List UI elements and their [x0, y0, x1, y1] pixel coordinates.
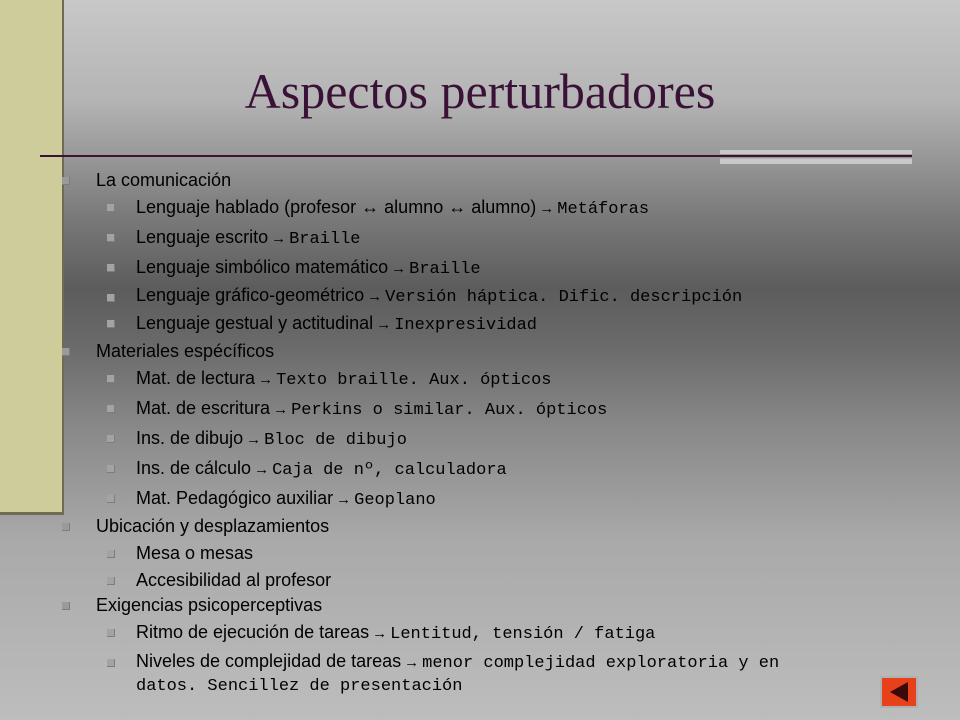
arrow-icon: →	[254, 461, 270, 478]
bullet-icon	[107, 659, 115, 667]
section-heading-text: Exigencias psicoperceptivas	[96, 595, 323, 615]
list-item	[60, 312, 960, 337]
list-item	[60, 621, 960, 646]
bullet-icon	[107, 264, 115, 272]
item-note: Geoplano	[354, 491, 436, 510]
title-divider-accent	[720, 150, 912, 164]
bullet-icon	[107, 234, 115, 242]
item-label: Lenguaje gestual y actitudinal	[136, 313, 374, 333]
bullet-icon	[107, 294, 115, 302]
item-note: menor complejidad exploratoria y en datos. Sencillez de presentación	[136, 654, 780, 696]
section-heading	[60, 515, 960, 537]
slide-body	[60, 166, 960, 697]
item-note: Bloc de dibujo	[264, 431, 407, 450]
item-note: Lentitud, tensión / fatiga	[390, 625, 656, 644]
item-note: Texto braille. Aux. ópticos	[276, 371, 552, 390]
list-item	[60, 569, 960, 591]
list-item	[60, 196, 960, 221]
item-note: Versión háptica. Dific. descripción	[385, 288, 743, 307]
item-label: Ritmo de ejecución de tareas	[136, 622, 370, 642]
item-label: Niveles de complejidad de tareas	[136, 651, 402, 671]
bullet-icon	[107, 550, 115, 558]
item-label: Ins. de cálculo	[136, 458, 252, 478]
section-heading	[60, 594, 960, 616]
bullet-icon	[107, 435, 115, 443]
list-item	[60, 397, 960, 422]
item-note: Braille	[289, 230, 361, 249]
bullet-icon	[107, 405, 115, 413]
item-note: Perkins o similar. Aux. ópticos	[291, 401, 608, 420]
list-item	[60, 286, 960, 307]
item-label: Lenguaje hablado (profesor ↔ alumno ↔ alumno)	[136, 197, 537, 217]
item-label: Mesa o mesas	[136, 543, 254, 563]
list-item	[60, 651, 960, 697]
bullet-icon	[107, 629, 115, 637]
item-note: Caja de nº, calculadora	[272, 461, 507, 480]
list-item	[60, 542, 960, 564]
item-label: Mat. de escritura	[136, 398, 271, 418]
section-heading	[60, 340, 960, 362]
arrow-icon: →	[336, 491, 352, 508]
item-note: Inexpresividad	[394, 316, 538, 335]
item-label: Mat. de lectura	[136, 368, 256, 388]
list-item	[60, 487, 960, 512]
item-label: Accesibilidad al profesor	[136, 570, 332, 590]
item-label: Mat. Pedagógico auxiliar	[136, 488, 334, 508]
arrow-icon: →	[539, 200, 555, 217]
list-item	[60, 226, 960, 251]
section-heading	[60, 169, 960, 191]
section-heading-text: La comunicación	[96, 170, 232, 190]
bullet-icon	[107, 495, 115, 503]
bullet-icon	[62, 523, 70, 531]
list-item	[60, 256, 960, 281]
slide-title: Aspectos perturbadores	[244, 63, 716, 119]
arrow-icon: →	[404, 654, 420, 671]
back-arrow-icon	[882, 678, 916, 706]
bullet-icon	[107, 204, 115, 212]
item-note: Metáforas	[557, 200, 650, 219]
bullet-icon	[107, 577, 115, 585]
back-button[interactable]	[880, 676, 918, 708]
bullet-icon	[62, 348, 70, 356]
item-label: Lenguaje gráfico-geométrico	[136, 285, 365, 305]
item-label: Lenguaje escrito	[136, 227, 269, 247]
arrow-icon: →	[273, 401, 289, 418]
bullet-icon	[107, 375, 115, 383]
bullet-icon	[62, 602, 70, 610]
list-item	[60, 427, 960, 452]
list-item	[60, 457, 960, 482]
arrow-icon: →	[367, 288, 383, 305]
section-heading-text: Ubicación y desplazamientos	[96, 516, 330, 536]
bullet-icon	[62, 177, 70, 185]
item-note: Braille	[409, 260, 481, 279]
arrow-icon: →	[271, 230, 287, 247]
bullet-icon	[107, 320, 115, 328]
item-label: Lenguaje simbólico matemático	[136, 257, 389, 277]
arrow-icon: →	[391, 260, 407, 277]
arrow-icon: →	[372, 625, 388, 642]
item-label: Ins. de dibujo	[136, 428, 244, 448]
section-heading-text: Materiales espécíficos	[96, 341, 275, 361]
arrow-icon: →	[246, 431, 262, 448]
arrow-icon: →	[376, 316, 392, 333]
arrow-icon: →	[258, 371, 274, 388]
bullet-icon	[107, 465, 115, 473]
list-item	[60, 367, 960, 392]
